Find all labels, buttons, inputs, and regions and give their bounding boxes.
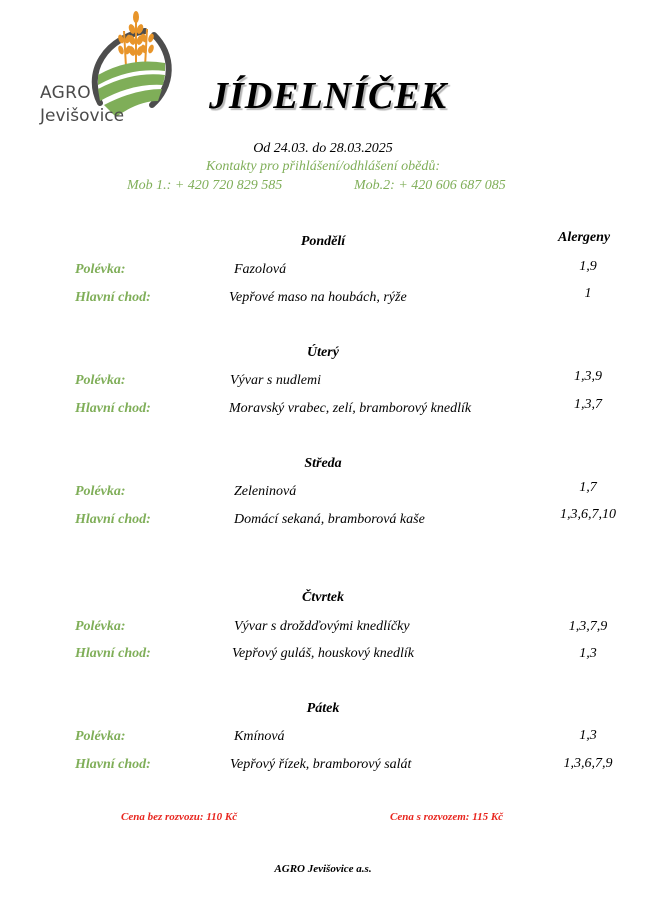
footer-company: AGRO Jevišovice a.s. <box>274 863 372 875</box>
contacts-label: Kontakty pro přihlášení/odhlášení obědů: <box>206 159 440 174</box>
day-title-wednesday: Středa <box>304 456 342 471</box>
soup-tuesday: Vývar s nudlemi <box>230 373 321 388</box>
main-friday: Vepřový řízek, bramborový salát <box>230 757 412 772</box>
main-label: Hlavní chod: <box>75 646 151 661</box>
soup-thursday: Vývar s droždďovými knedlíčky <box>234 619 410 634</box>
main-label: Hlavní chod: <box>75 757 151 772</box>
soup-allergens-wednesday: 1,7 <box>579 480 597 495</box>
wheat-icon <box>117 11 155 67</box>
soup-friday: Kmínová <box>234 729 285 744</box>
soup-label: Polévka: <box>75 729 126 744</box>
soup-label: Polévka: <box>75 262 126 277</box>
logo-text-agro: AGRO <box>40 83 91 103</box>
main-label: Hlavní chod: <box>75 512 151 527</box>
soup-allergens-monday: 1,9 <box>579 259 597 274</box>
main-allergens-wednesday: 1,3,6,7,10 <box>560 507 616 522</box>
price-delivery: Cena s rozvozem: 115 Kč <box>390 811 504 823</box>
soup-allergens-tuesday: 1,3,9 <box>574 369 602 384</box>
date-range: Od 24.03. do 28.03.2025 <box>253 141 393 156</box>
mobile-1: Mob 1.: + 420 720 829 585 <box>127 178 283 193</box>
main-allergens-thursday: 1,3 <box>579 646 597 661</box>
mobile-2: Mob.2: + 420 606 687 085 <box>354 178 506 193</box>
soup-monday: Fazolová <box>234 262 287 277</box>
day-title-tuesday: Úterý <box>307 345 339 360</box>
main-thursday: Vepřový guláš, houskový knedlík <box>232 646 414 661</box>
logo-text-jevisovice: Jevišovice <box>40 106 125 126</box>
day-title-thursday: Čtvrtek <box>302 590 344 605</box>
day-title-friday: Pátek <box>306 701 340 716</box>
soup-allergens-friday: 1,3 <box>579 728 597 743</box>
soup-label: Polévka: <box>75 373 126 388</box>
soup-wednesday: Zeleninová <box>234 484 297 499</box>
main-allergens-friday: 1,3,6,7,9 <box>563 756 613 771</box>
soup-label: Polévka: <box>75 484 126 499</box>
soup-label: Polévka: <box>75 619 126 634</box>
main-wednesday: Domácí sekaná, bramborová kaše <box>234 512 425 527</box>
main-label: Hlavní chod: <box>75 290 151 305</box>
main-allergens-tuesday: 1,3,7 <box>574 397 602 412</box>
main-tuesday: Moravský vrabec, zelí, bramborový knedlík <box>229 401 472 416</box>
page-title: JÍDELNÍČEK <box>209 75 448 117</box>
main-label: Hlavní chod: <box>75 401 151 416</box>
day-title-monday: Pondělí <box>300 234 346 249</box>
allergens-header: Alergeny <box>558 230 611 245</box>
soup-allergens-thursday: 1,3,7,9 <box>568 619 608 634</box>
main-allergens-monday: 1 <box>584 286 592 301</box>
main-monday: Vepřové maso na houbách, rýže <box>229 290 407 305</box>
price-no-delivery: Cena bez rozvozu: 110 Kč <box>121 811 238 823</box>
